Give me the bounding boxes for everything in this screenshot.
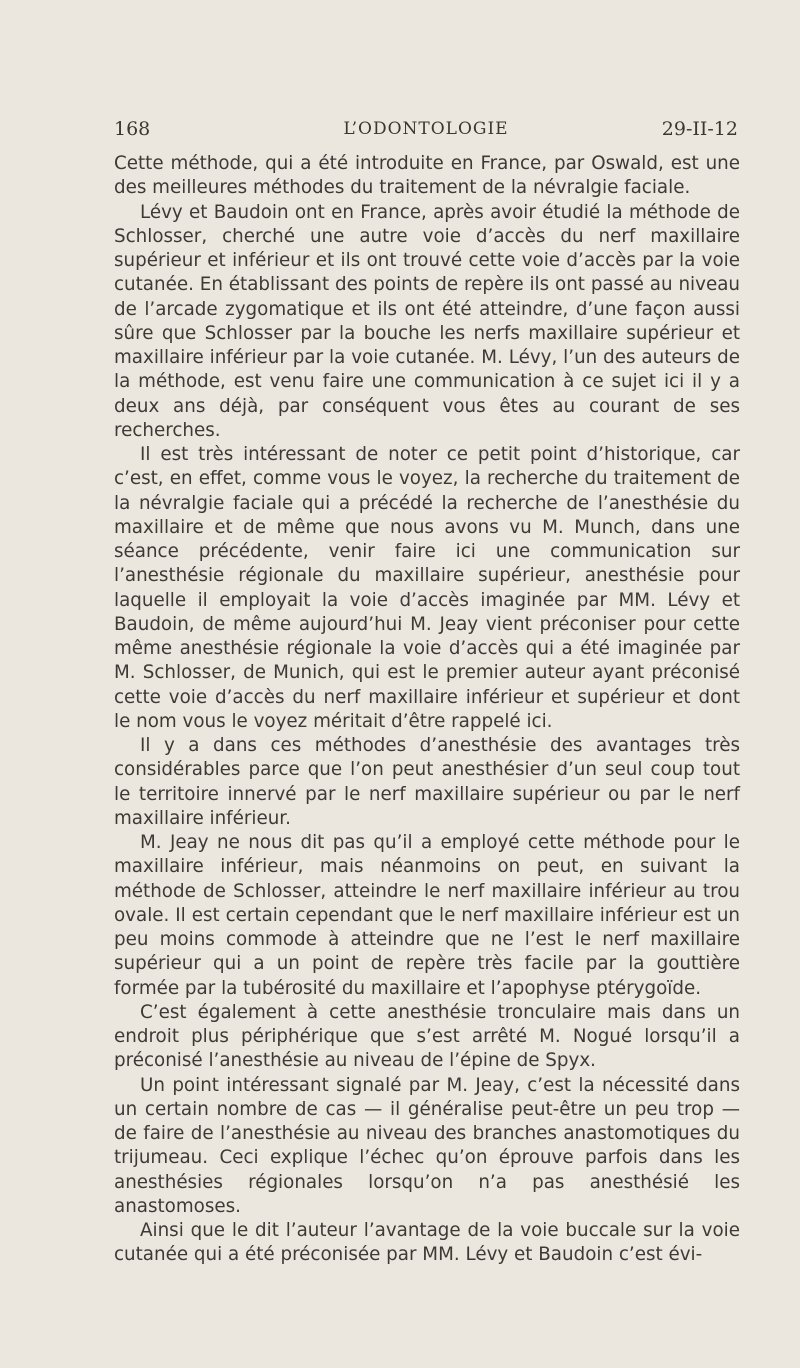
- paragraph: Il est très intéressant de noter ce petit point d’historique, car c’est, en effet, comme vous le voyez, la recherche du traitement de la névralgie faciale qui a précédé la recherche de l’anesthésie du maxillaire et de même que nous avons vu M. Munch, dans une séance précédente, venir faire ici une communication sur l’anesthésie régionale du maxillaire supérieur, anesthésie pour laquelle il employait la voie d’accès imaginée par MM. Lévy et Baudoin, de même aujourd’hui M. Jeay vient préconiser pour cette même anesthésie régionale la voie d’accès qui a été imaginée par M. Schlosser, de Munich, qui est le premier auteur ayant préconisé cette voie d’accès du nerf maxillaire inférieur et supérieur et dont le nom vous le voyez méritait d’être rappelé ici.: [114, 444, 740, 732]
- body-text: [114, 152, 740, 1268]
- paragraph: Il y a dans ces méthodes d’anesthésie des avantages très considérables parce que l’on peut anesthésier d’un seul coup tout le territoire innervé par le nerf maxillaire supérieur ou par le nerf maxillaire inférieur.: [114, 735, 740, 829]
- paragraph: Un point intéressant signalé par M. Jeay, c’est la nécessité dans un certain nombre de cas — il généralise peut-être un peu trop — de faire de l’anesthésie au niveau des branches anastomotiques du trijumeau. Ceci explique l’échec qu’on éprouve parfois dans les anesthésies régionales lorsqu’on n’a pas anesthésié les anastomoses.: [114, 1074, 740, 1217]
- paragraph: C’est également à cette anesthésie tronculaire mais dans un endroit plus périphérique que s’est arrêté M. Nogué lorsqu’il a préconisé l’anesthésie au niveau de l’épine de Spyx.: [114, 1001, 740, 1072]
- page-number: 168: [114, 118, 151, 140]
- journal-title: L’ODONTOLOGIE: [343, 119, 509, 139]
- paragraph: Lévy et Baudoin ont en France, après avoir étudié la méthode de Schlosser, cherché une autre voie d’accès du nerf maxillaire supérieur et inférieur et ils ont trouvé cette voie d’accès par la voie cutanée. En établissant des points de repère ils ont passé au niveau de l’arcade zygomatique et ils ont été atteindre, d’une façon aussi sûre que Schlosser par la bouche les nerfs maxillaire supérieur et maxillaire inférieur par la voie cutanée. M. Lévy, l’un des auteurs de la méthode, est venu faire une communication à ce sujet ici il y a deux ans déjà, par conséquent vous êtes au courant de ses recherches.: [114, 201, 740, 441]
- running-head: [114, 114, 738, 144]
- issue-date: 29-II-12: [661, 118, 738, 140]
- paragraph: Cette méthode, qui a été introduite en France, par Oswald, est une des meilleures méthodes du traitement de la névralgie faciale.: [114, 153, 740, 199]
- paragraph: Ainsi que le dit l’auteur l’avantage de la voie buccale sur la voie cutanée qui a été préconisée par MM. Lévy et Baudoin c’est évi-: [114, 1220, 740, 1266]
- paragraph: M. Jeay ne nous dit pas qu’il a employé cette méthode pour le maxillaire inférieur, mais néanmoins on peut, en suivant la méthode de Schlosser, atteindre le nerf maxillaire inférieur au trou ovale. Il est certain cependant que le nerf maxillaire inférieur est un peu moins commode à atteindre que ne l’est le nerf maxillaire supérieur qui a un point de repère très facile par la gouttière formée par la tubérosité du maxillaire et l’apophyse ptérygoïde.: [114, 832, 740, 999]
